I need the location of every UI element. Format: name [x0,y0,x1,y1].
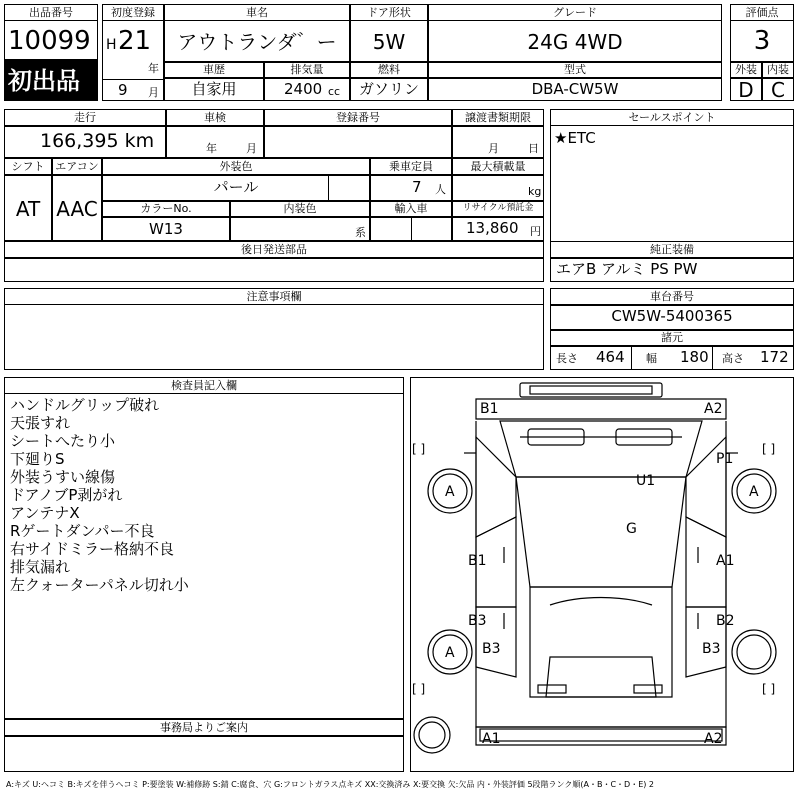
width: 180 [680,348,709,366]
width-label: 幅 [646,352,657,365]
spare-wheel-inner [419,722,445,748]
mileage-label: 走行 [74,111,96,124]
reg-no-cell [264,126,452,158]
mark-b1-top: B1 [480,401,499,417]
spec-label: 諸元 [661,331,683,344]
rear-bumper-inner [480,729,722,741]
inspection-year-unit: 年 [206,142,217,155]
chassis-label: 車台番号 [650,290,694,303]
ext-color: パール [213,178,259,196]
mark-a-front-left: A [445,484,455,500]
genuine-label: 純正装備 [650,243,694,256]
grade: 24G 4WD [527,30,623,54]
month-unit: 月 [148,86,159,99]
top-bumper-outline [520,383,662,397]
car-name-label: 車名 [246,6,268,19]
mark-b3-rear-right: B3 [702,641,721,657]
int-color-unit: 系 [355,226,366,239]
bracket-right-front: [ ] [762,442,776,456]
office-cell [4,736,404,772]
top-bumper-inner [530,386,652,394]
mark-b3-side: B3 [468,613,487,629]
car-diagram [410,377,792,771]
inspector-line: ハンドルグリップ破れ [10,396,160,414]
int-grade: C [771,78,785,102]
inspector-line: アンテナX [10,504,80,522]
length-label: 長さ [556,352,578,365]
reg-divider [102,79,164,80]
wheel-rear-right-inner [737,635,771,669]
import-label: 輸入車 [394,202,428,215]
bracket-left-front: [ ] [412,442,426,456]
rear-window [550,598,652,606]
car-name: アウトランダ゛ー [177,30,337,54]
int-color-cell [230,217,370,241]
mark-a-front-right: A [749,484,759,500]
spec-divider-1 [631,346,632,370]
mark-b2-side: B2 [716,613,735,629]
inspector-line: ドアノブP剥がれ [10,486,123,504]
reg-year: 21 [118,26,152,56]
mark-a2-top: A2 [704,401,723,417]
rear-bumper [476,727,726,745]
caution-label: 注意事項欄 [246,290,302,303]
displacement-label: 排気量 [290,63,324,76]
max-load-label: 最大積載量 [470,160,526,173]
roof [516,477,686,587]
year-unit: 年 [148,62,159,75]
chassis-number: CW5W-5400365 [611,307,733,325]
color-no: W13 [149,220,183,238]
mark-u1: U1 [636,473,656,489]
bracket-left-rear: [ ] [412,682,426,696]
inspector-line: 外装うすい線傷 [10,468,116,486]
displacement-unit: cc [328,85,341,98]
mark-g: G [626,521,637,537]
tail-lamp-left [538,685,566,693]
transfer-label: 譲渡書類期限 [465,111,531,124]
inspector-line: シートへたり小 [10,432,116,450]
max-load-unit: kg [528,185,542,198]
transfer-month-unit: 月 [488,142,499,155]
int-color-label: 内装色 [283,202,317,215]
shift: AT [15,197,41,221]
inspector-label: 検査員記入欄 [171,379,237,392]
model-label: 型式 [564,63,586,76]
history-label: 車歴 [203,63,225,76]
legend: A:キズ U:ヘコミ B:キズを伴うヘコミ P:要塗装 W:補修跡 S:錆 C:腐食、穴 G:フロントガラス点キズ XX:交換済み X:要交換 欠:欠品 内・外装評価 5段階ランク順(A・B・C・D・E) 2 [6,780,655,789]
mark-a1-bottom: A1 [482,731,501,747]
cabin [530,587,672,697]
first-reg-label: 初度登録 [111,6,155,19]
genuine: エアB アルミ PS PW [556,260,698,278]
fuel-label: 燃料 [378,63,400,76]
reg-month: 9 [118,81,128,99]
ext-color-label: 外装色 [219,160,253,173]
inspector-line: Rゲートダンパー不良 [10,522,155,540]
door-label: ドア形状 [367,6,411,19]
mark-a-rear-left: A [445,645,455,661]
capacity: 7 [412,178,422,196]
front-bumper [476,399,726,419]
inspector-line: 右サイドミラー格納不良 [10,540,174,558]
recycle-label: リサイクル預託金 [462,203,534,213]
mark-b1-side: B1 [468,553,487,569]
history: 自家用 [191,80,237,98]
mark-a2-bottom: A2 [704,731,723,747]
ac: AAC [56,197,98,221]
lot-number: 10099 [8,26,91,56]
mark-p1: P1 [716,451,734,467]
spec-cell [550,346,794,370]
spec-divider-2 [712,346,713,370]
model-code: DBA-CW5W [531,80,619,98]
left-front-fender [476,437,516,537]
ext-color-tick [328,175,329,201]
capacity-unit: 人 [435,183,446,196]
ext-grade: D [738,78,754,102]
mark-a1-side: A1 [716,553,735,569]
reg-no-label: 登録番号 [336,111,380,124]
height-label: 高さ [722,352,744,365]
int-grade-label: 内装 [767,63,789,76]
import-tick [411,217,412,241]
mark-b3-rear-left: B3 [482,641,501,657]
color-no-label: カラーNo. [140,202,192,215]
tail-lamp-right [634,685,662,693]
shift-label: シフト [11,160,45,173]
mileage: 166,395 km [40,130,155,152]
sales-point: ★ETC [554,129,596,147]
recycle-unit: 円 [530,225,541,238]
inspection-month-unit: 月 [246,142,257,155]
inspector-line: 排気漏れ [10,558,71,576]
inspector-notes [10,396,189,594]
inspector-line: 天張すれ [10,414,71,432]
ac-label: エアコン [55,160,99,173]
inspection-label: 車検 [204,111,226,124]
grade-label: グレード [553,6,597,19]
door-type: 5W [372,30,406,54]
lot-number-label: 出品番号 [29,6,73,19]
later-parts-cell [4,258,544,282]
inspector-line: 左クォーターパネル切れ小 [10,576,189,594]
later-parts-label: 後日発送部品 [241,243,307,256]
rear-glass [546,657,656,697]
length: 464 [596,348,625,366]
displacement: 2400 [284,80,323,98]
era: H [106,37,117,53]
score-label: 評価点 [745,6,779,19]
recycle: 13,860 [466,219,519,237]
capacity-label: 乗車定員 [389,160,433,173]
first-listing-text: 初出品 [8,67,80,95]
inspector-line: 下廻りS [10,450,65,468]
wheel-rear-right [732,630,776,674]
fuel: ガソリン [358,80,419,98]
transfer-day-unit: 日 [528,142,539,155]
bracket-right-rear: [ ] [762,682,776,696]
height: 172 [760,348,789,366]
score: 3 [753,26,771,56]
sales-point-label: セールスポイント [628,111,716,124]
office-label: 事務局よりご案内 [160,721,248,734]
ext-grade-label: 外装 [735,63,757,76]
